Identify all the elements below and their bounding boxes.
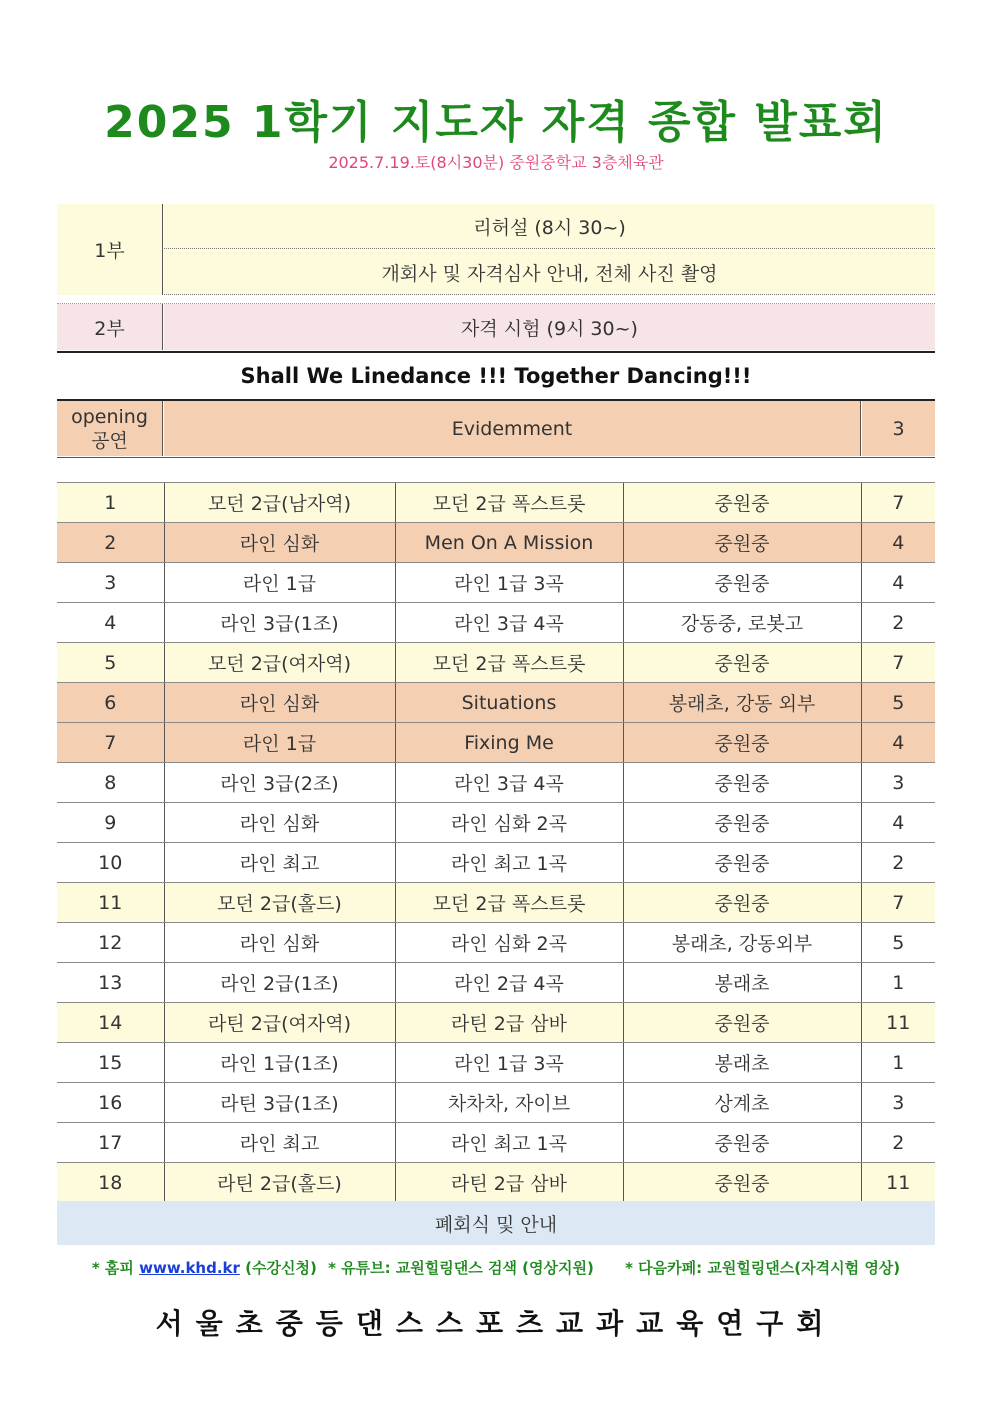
part1-opening-ceremony: 개회사 및 자격심사 안내, 전체 사진 촬영 [164, 250, 935, 295]
row-count: 11 [861, 1163, 935, 1203]
row-number: 9 [57, 803, 164, 843]
row-category: 라틴 3급(1조) [164, 1083, 395, 1123]
row-category: 라틴 2급(홀드) [164, 1163, 395, 1203]
row-number: 11 [57, 883, 164, 923]
row-song: 모던 2급 폭스트롯 [395, 483, 623, 523]
row-school: 중원중 [623, 1123, 861, 1163]
event-info: 2025.7.19.토(8시30분) 중원중학교 3층체육관 [328, 153, 664, 172]
table-row [57, 643, 935, 683]
table-row [57, 923, 935, 963]
row-category: 모던 2급(홀드) [164, 883, 395, 923]
part1-block [57, 204, 935, 295]
page-title: 2025 1학기 지도자 자격 종합 발표회 [104, 97, 888, 148]
row-song: 차차차, 자이브 [395, 1083, 623, 1123]
homepage-label: 홈피 [104, 1259, 134, 1277]
row-count: 2 [861, 843, 935, 883]
footer-note [0, 1257, 992, 1278]
table-row [57, 683, 935, 723]
row-category: 라인 1급(1조) [164, 1043, 395, 1083]
row-school: 봉래초 [623, 963, 861, 1003]
row-song: 라틴 2급 삼바 [395, 1003, 623, 1043]
footer-star: * [91, 1259, 100, 1277]
part2-block [57, 303, 935, 353]
row-number: 3 [57, 563, 164, 603]
row-school: 중원중 [623, 1003, 861, 1043]
row-count: 1 [861, 963, 935, 1003]
row-song: 모던 2급 폭스트롯 [395, 643, 623, 683]
row-count: 4 [861, 803, 935, 843]
row-number: 17 [57, 1123, 164, 1163]
row-count: 5 [861, 923, 935, 963]
table-row [57, 1083, 935, 1123]
table-row [57, 1123, 935, 1163]
table-row [57, 723, 935, 763]
opening-count: 3 [862, 401, 935, 456]
opening-block [57, 399, 935, 458]
homepage-link[interactable]: www.khd.kr [139, 1259, 240, 1277]
row-category: 라인 2급(1조) [164, 963, 395, 1003]
row-category: 라인 3급(2조) [164, 763, 395, 803]
row-number: 18 [57, 1163, 164, 1203]
row-number: 4 [57, 603, 164, 643]
row-category: 라인 심화 [164, 923, 395, 963]
row-school: 강동중, 로봇고 [623, 603, 861, 643]
youtube-note: * 유튜브: 교원힐링댄스 검색 (영상지원) [328, 1259, 594, 1277]
row-song: 라틴 2급 삼바 [395, 1163, 623, 1203]
row-category: 라틴 2급(여자역) [164, 1003, 395, 1043]
slogan: Shall We Linedance !!! Together Dancing!!! [240, 364, 752, 388]
row-school: 중원중 [623, 643, 861, 683]
row-song: 라인 최고 1곡 [395, 843, 623, 883]
row-number: 2 [57, 523, 164, 563]
row-school: 중원중 [623, 1163, 861, 1203]
row-school: 중원중 [623, 843, 861, 883]
row-number: 13 [57, 963, 164, 1003]
table-row [57, 803, 935, 843]
row-number: 14 [57, 1003, 164, 1043]
row-school: 중원중 [623, 883, 861, 923]
row-count: 7 [861, 483, 935, 523]
table-row [57, 963, 935, 1003]
part1-label: 1부 [57, 204, 163, 295]
row-school: 중원중 [623, 723, 861, 763]
row-song: Men On A Mission [395, 523, 623, 563]
row-number: 5 [57, 643, 164, 683]
row-school: 중원중 [623, 483, 861, 523]
row-number: 10 [57, 843, 164, 883]
opening-label-line2: 공연 [91, 429, 128, 452]
row-song: 모던 2급 폭스트롯 [395, 883, 623, 923]
row-category: 라인 심화 [164, 523, 395, 563]
opening-title: Evidemment [164, 401, 861, 456]
row-count: 2 [861, 603, 935, 643]
row-number: 1 [57, 483, 164, 523]
row-school: 봉래초, 강동외부 [623, 923, 861, 963]
part2-exam: 자격 시험 (9시 30~) [164, 304, 935, 350]
row-school: 상계초 [623, 1083, 861, 1123]
row-song: Situations [395, 683, 623, 723]
table-row [57, 843, 935, 883]
opening-label [57, 401, 163, 456]
row-count: 11 [861, 1003, 935, 1043]
row-school: 봉래초, 강동 외부 [623, 683, 861, 723]
row-number: 15 [57, 1043, 164, 1083]
row-category: 라인 최고 [164, 843, 395, 883]
row-song: Fixing Me [395, 723, 623, 763]
row-category: 모던 2급(여자역) [164, 643, 395, 683]
row-song: 라인 심화 2곡 [395, 923, 623, 963]
table-row [57, 563, 935, 603]
organization-name: 서울초중등댄스스포츠교과교육연구회 [155, 1307, 837, 1340]
row-song: 라인 1급 3곡 [395, 1043, 623, 1083]
table-row [57, 603, 935, 643]
row-school: 중원중 [623, 763, 861, 803]
row-school: 중원중 [623, 803, 861, 843]
row-count: 7 [861, 643, 935, 683]
row-category: 라인 심화 [164, 683, 395, 723]
homepage-note: (수강신청) [245, 1259, 317, 1277]
opening-label-line1: opening [71, 405, 148, 428]
table-row [57, 483, 935, 523]
table-row [57, 523, 935, 563]
row-count: 3 [861, 1083, 935, 1123]
cafe-note: * 다음카페: 교원힐링댄스(자격시험 영상) [625, 1259, 901, 1277]
row-song: 라인 3급 4곡 [395, 603, 623, 643]
row-count: 1 [861, 1043, 935, 1083]
row-count: 5 [861, 683, 935, 723]
row-song: 라인 2급 4곡 [395, 963, 623, 1003]
table-row [57, 1003, 935, 1043]
row-number: 7 [57, 723, 164, 763]
row-count: 3 [861, 763, 935, 803]
row-category: 라인 1급 [164, 563, 395, 603]
row-song: 라인 심화 2곡 [395, 803, 623, 843]
closing-ceremony: 폐회식 및 안내 [57, 1201, 935, 1245]
row-category: 라인 심화 [164, 803, 395, 843]
row-song: 라인 1급 3곡 [395, 563, 623, 603]
row-number: 16 [57, 1083, 164, 1123]
table-row [57, 1043, 935, 1083]
row-song: 라인 3급 4곡 [395, 763, 623, 803]
row-category: 라인 1급 [164, 723, 395, 763]
row-category: 모던 2급(남자역) [164, 483, 395, 523]
row-count: 4 [861, 523, 935, 563]
row-count: 7 [861, 883, 935, 923]
row-count: 2 [861, 1123, 935, 1163]
row-count: 4 [861, 723, 935, 763]
row-number: 6 [57, 683, 164, 723]
row-school: 중원중 [623, 563, 861, 603]
row-number: 8 [57, 763, 164, 803]
row-count: 4 [861, 563, 935, 603]
row-song: 라인 최고 1곡 [395, 1123, 623, 1163]
table-row [57, 763, 935, 803]
table-row [57, 883, 935, 923]
part1-rehearsal: 리허설 (8시 30~) [164, 204, 935, 249]
row-school: 봉래초 [623, 1043, 861, 1083]
row-category: 라인 3급(1조) [164, 603, 395, 643]
row-number: 12 [57, 923, 164, 963]
row-category: 라인 최고 [164, 1123, 395, 1163]
part2-label: 2부 [57, 304, 163, 350]
program-table [57, 482, 935, 1203]
row-school: 중원중 [623, 523, 861, 563]
table-row [57, 1163, 935, 1203]
